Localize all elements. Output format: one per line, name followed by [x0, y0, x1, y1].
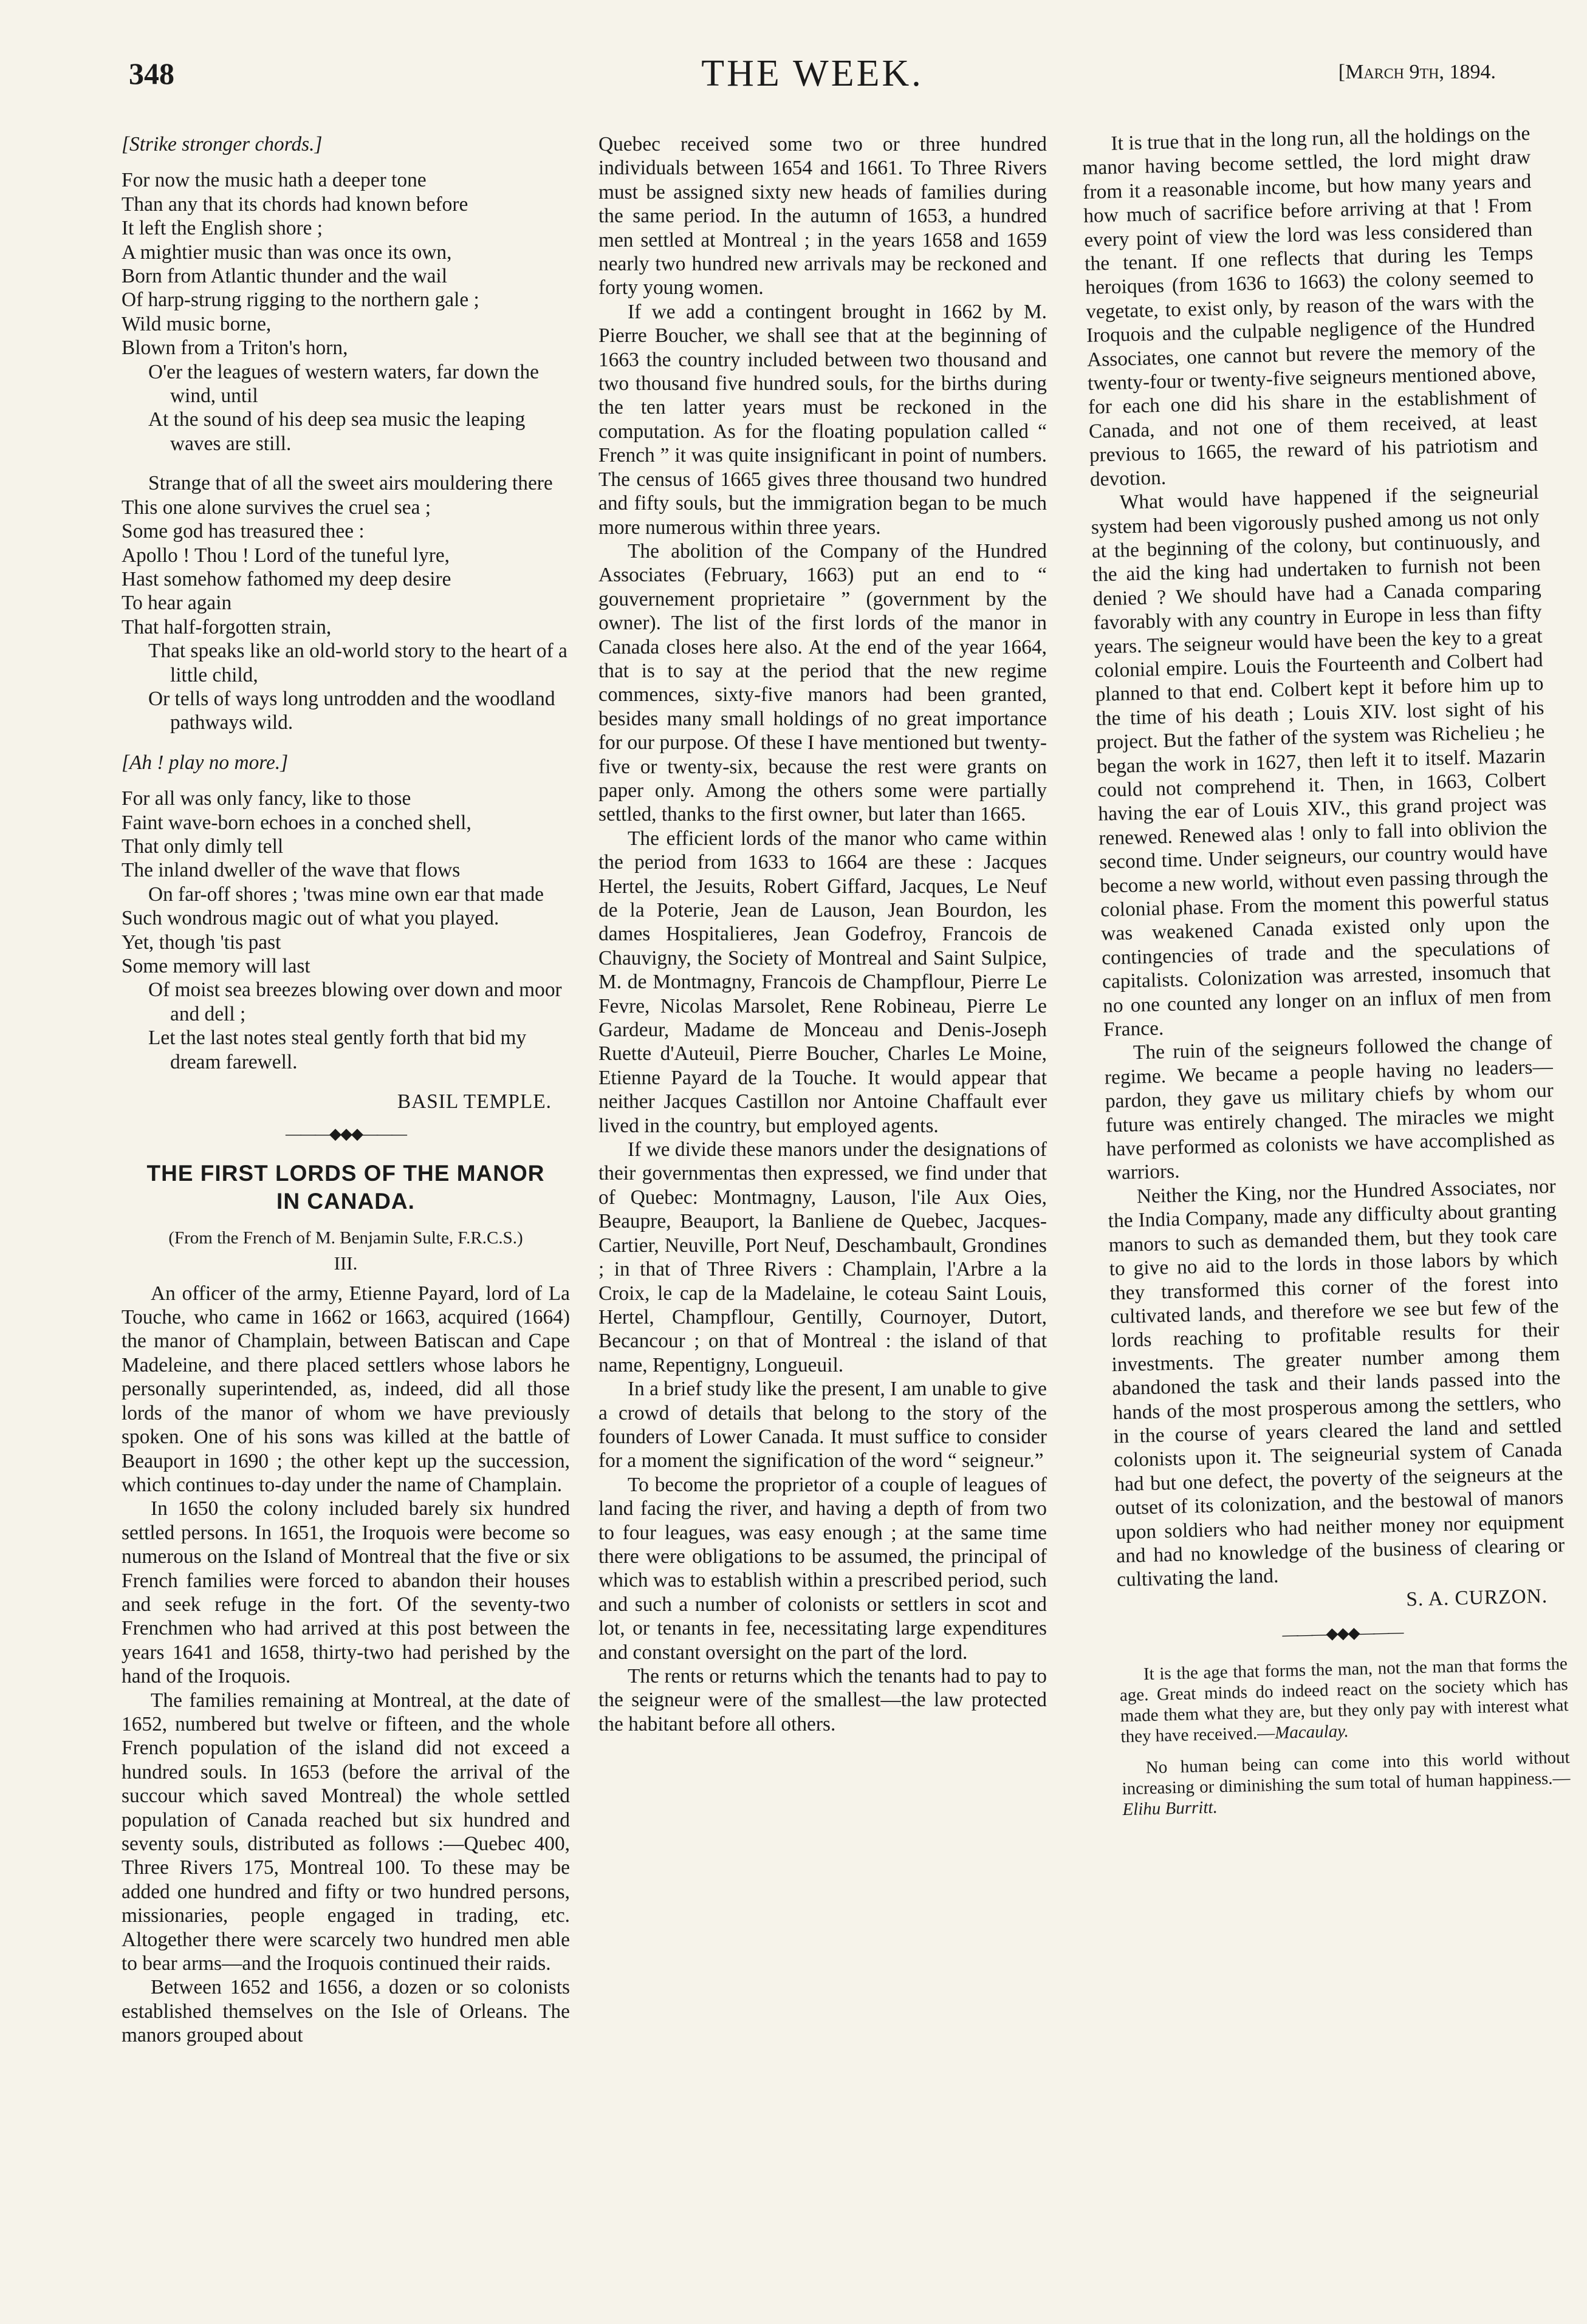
poem-line: The inland dweller of the wave that flows	[122, 859, 461, 882]
quote-text: No human being can come into this world without increasing or diminishing the sum total of human happiness.—	[1122, 1747, 1571, 1799]
poem-line: Such wondrous magic out of what you played.	[122, 907, 499, 930]
poem-stanza	[122, 751, 570, 1074]
article-paragraph: The families remaining at Montreal, at the date of 1652, numbered but twelve or fifteen, and the whole French population of the island did not exceed a hundred souls. In 1653 (before the arrival of the succour which saved Montreal) the whole settled population of Canada reached but six hundred and seventy souls, distributed as follows :—Quebec 400, Three Rivers 175, Montreal 100. To these may be added one hundred and fifty or two hundred persons, missionaries, people engaged in trading, etc. Altogether there were scarcely two hundred men able to bear arms—and the Iroquois continued their raids.	[122, 1689, 570, 1975]
quote-attribution: Elihu Burritt.	[1122, 1797, 1218, 1819]
article-paragraph: The abolition of the Company of the Hundred Associates (February, 1663) put an end to “ gouvernement proprietaire ” (government by the owner). The list of the first lords of the manor in Canada closes here also. At the end of the year 1664, that is to say at the period that the new regime commences, sixty-five manors had been granted, besides many small holdings of no great importance for our purpose. Of these I have mentioned but twenty-five or twenty-six, because the rest were grants on paper only. Among the others some were partially settled, thanks to the first owner, but later than 1665.	[598, 539, 1047, 826]
masthead-title: THE WEEK.	[701, 53, 924, 94]
column-3	[1081, 121, 1571, 1831]
page-header	[129, 53, 1496, 104]
poem-line: To hear again	[122, 592, 232, 615]
poem-stanza	[122, 132, 570, 456]
article-paragraph: In 1650 the colony included barely six hundred settled persons. In 1651, the Iroquois were become so numerous on the Island of Montreal that the five or six French families were forced to abandon their houses and seek refuge in the fort. Of the seventy-two Frenchmen who had arrived at this post between the years 1641 and 1658, thirty-two had perished by the hand of the Iroquois.	[122, 1497, 570, 1688]
poem-line: Let the last notes steal gently forth that bid my dream farewell.	[148, 1027, 527, 1073]
article-paragraph: The ruin of the seigneurs followed the change of regime. We became a people having no leaders—pardon, they gave us military chiefs by whom our future was entirely changed. The miracles we might have performed as colonists we have accomplished as warriors.	[1104, 1031, 1555, 1184]
column-2	[598, 132, 1047, 1736]
column-1	[122, 132, 570, 2048]
poem-line: It left the English shore ;	[122, 217, 323, 240]
poem-line: That only dimly tell	[122, 835, 284, 858]
poem-line: Than any that its chords had known before	[122, 193, 468, 216]
poem-stanza	[122, 471, 570, 734]
article-paragraph: The efficient lords of the manor who came within the period from 1633 to 1664 are these : Jacques Hertel, the Jesuits, Robert Giffard, Jacques, Le Neuf de la Poterie, Jean de Lauson, Jean Bourdon, les dames Hospitalieres, Jean Godefroy, Francois de Chauvigny, the Society of Montreal and Saint Sulpice, M. de Montmagny, Francois de Champflour, Pierre Le Fevre, Nicolas Marsolet, Rene Robineau, Pierre Le Gardeur, Madame de Monceau and Denis-Joseph Ruette d'Auteuil, Pierre Boucher, Charles Le Moine, Etienne Payard de la Touche. It would appear that neither Jacques Castillon nor Antoine Chaffault ever lived in the country, but employed agents.	[598, 827, 1047, 1137]
poem-line: Hast somehow fathomed my deep desire	[122, 567, 451, 590]
article-title: THE FIRST LORDS OF THE MANOR IN CANADA.	[146, 1160, 545, 1214]
article-paragraph: Between 1652 and 1656, a dozen or so colonists established themselves on the Isle of Orleans. The manors grouped about	[122, 1976, 570, 2047]
poem-line: That speaks like an old-world story to the heart of a little child,	[148, 640, 567, 686]
article-paragraph: To become the proprietor of a couple of leagues of land facing the river, and having a depth of from two to four leagues, was easy enough ; at the same time there were obligations to be assumed, the principal of which was to establish within a prescribed period, such and such a number of colonists or settlers in scot and lot, or tenants in fee, necessitating large expenditures and constant oversight on the part of the lord.	[598, 1473, 1047, 1664]
poem-line: Wild music borne,	[122, 312, 272, 335]
article-source: (From the French of M. Benjamin Sulte, F.R.C.S.)	[168, 1228, 523, 1248]
poem-line: Some god has treasured thee :	[122, 520, 365, 543]
poem-line: Strange that of all the sweet airs mouldering there	[148, 472, 553, 495]
stanza-label: [Ah ! play no more.]	[122, 751, 289, 774]
poem-line: For all was only fancy, like to those	[122, 787, 411, 810]
article-paragraph: An officer of the army, Etienne Payard, lord of La Touche, who came in 1662 or 1663, acquired (1664) the manor of Champlain, between Batiscan and Cape Madeleine, and there placed settlers whose labors he personally superintended, as, indeed, did all those lords of the manor of whom we have previously spoken. One of his sons was killed at the battle of Beauport in 1690 ; the other kept up the succession, which continues to-day under the name of Champlain.	[122, 1282, 570, 1496]
poem	[122, 132, 570, 1113]
quotation	[1119, 1653, 1569, 1747]
poem-line: Apollo ! Thou ! Lord of the tuneful lyre,	[122, 544, 450, 567]
quotation	[1121, 1747, 1571, 1820]
section-divider: ———◆◆◆———	[1282, 1623, 1403, 1644]
quote-text: It is the age that forms the man, not the man that forms the age. Great minds do indeed react on the society which has made them what they are, but they only pay with interest what they have received.—	[1119, 1653, 1569, 1746]
stanza-label: [Strike stronger chords.]	[122, 133, 323, 156]
article-paragraph: It is true that in the long run, all the holdings on the manor having become settled, the lord might draw from it a reasonable income, but how many years and how much of sacrifice before arriving at that ! From every point of view the lord was less considered than the tenant. If one reflects that during les Temps heroiques (from 1636 to 1663) the colony seemed to vegetate, to exist only, by reason of the wars with the Iroquois and the culpable negligence of the Hundred Associates, one cannot but revere the memory of the twenty-four or twenty-five seigneurs mentioned above, for each one did his share in the establishment of Canada, and not one of them received, at least previous to 1665, the reward of his patriotism and devotion.	[1081, 121, 1538, 491]
poem-line: Some memory will last	[122, 955, 310, 977]
page-number: 348	[129, 56, 174, 91]
poem-line: Of harp-strung rigging to the northern gale ;	[122, 289, 479, 312]
poem-line: This one alone survives the cruel sea ;	[122, 496, 431, 519]
poem-line: On far-off shores ; 'twas mine own ear that made	[148, 883, 544, 906]
article-paragraph: If we add a contingent brought in 1662 by M. Pierre Boucher, we shall see that at the beginning of 1663 the country included between two thousand and two thousand five hundred souls, for the births during the ten latter years must be reckoned in the computation. As for the floating population called “ French ” it was quite insignificant in point of numbers. The census of 1665 gives three thousand two hundred and fifty souls, but the immigration began to be much more numerous within three years.	[598, 300, 1047, 539]
poem-line: For now the music hath a deeper tone	[122, 169, 427, 192]
article-paragraph: The rents or returns which the tenants had to pay to the seigneur were of the smallest—the law protected the habitant before all others.	[598, 1665, 1047, 1735]
poem-line: Faint wave-born echoes in a conched shell,	[122, 811, 471, 834]
article-paragraph: If we divide these manors under the designations of their governmentas then expressed, we find under that of Quebec: Montmagny, Lauson, l'ile Aux Oies, Beaupre, Beauport, la Banliene de Quebec, Jacques-Cartier, Neuville, Port Neuf, Deschambault, Grondines ; in that of Three Rivers : Champlain, l'Arbre a la Croix, le cap de la Madelaine, le coteau Saint Louis, Hertel, Champflour, Gentilly, Cournoyer, Dutort, Becancour ; on that of Montreal : the island of that name, Repentigny, Longueuil.	[598, 1138, 1047, 1376]
poem-line: At the sound of his deep sea music the leaping waves are still.	[148, 408, 526, 455]
poem-line: Of moist sea breezes blowing over down and moor and dell ;	[148, 979, 562, 1025]
article-author: S. A. CURZON.	[1405, 1584, 1548, 1611]
poem-line: Or tells of ways long untrodden and the woodland pathways wild.	[148, 687, 555, 734]
section-divider: ———◆◆◆———	[286, 1125, 406, 1143]
poem-line: O'er the leagues of western waters, far down the wind, until	[148, 360, 539, 408]
poem-line: A mightier music than was once its own,	[122, 241, 452, 264]
issue-date: [March 9th, 1894.	[1338, 61, 1496, 83]
article-paragraph: What would have happened if the seigneurial system had been vigorously pushed among us not only at the beginning of the colony, but continuously, and the aid the king had undertaken to furnish not been denied ? We should have had a Canada comparing favorably with any country in Europe in less than fifty years. The seigneur would have been the key to a great colonial empire. Louis the Fourteenth and Colbert had planned to that end. Colbert kept it before him up to the time of his death ; Louis XIV. lost sight of his project. But the father of the system was Richelieu ; he began the work in 1627, then left it to itself. Mazarin could not comprehend it. Then, in 1663, Colbert having the ear of Louis XIV., this grand project was renewed. Renewed alas ! only to fall into oblivion the second time. Under seigneurs, our country would have become a new world, without even passing through the colonial phase. From the moment this powerful status was weakened Canada existed only upon the contingencies of trade and the speculations of capitalists. Colonization was arrested, insomuch that no one counted any longer on an influx of men from France.	[1091, 480, 1552, 1041]
article-paragraph: Quebec received some two or three hundred individuals between 1654 and 1661. To Three Rivers must be assigned sixty new heads of families during the same period. In the autumn of 1653, a hundred men settled at Montreal ; in the years 1658 and 1659 nearly two hundred new arrivals may be reckoned and forty young women.	[598, 133, 1047, 299]
poem-line: That half-forgotten strain,	[122, 615, 332, 638]
poem-line: Yet, though 'tis past	[122, 931, 281, 954]
article-paragraph: In a brief study like the present, I am unable to give a crowd of details that belong to the story of the founders of Lower Canada. It must suffice to consider for a moment the signification of the word “ seigneur.”	[598, 1378, 1047, 1472]
poem-line: Born from Atlantic thunder and the wail	[122, 265, 447, 288]
quote-attribution: Macaulay.	[1274, 1721, 1349, 1743]
article-part: III.	[334, 1253, 358, 1274]
poem-author: BASIL TEMPLE.	[397, 1090, 552, 1113]
poem-line: Blown from a Triton's horn,	[122, 337, 348, 360]
article-paragraph: Neither the King, nor the Hundred Associates, nor the India Company, made any difficulty about granting manors to such as demanded them, but they took care to give no aid to the lords in those labors by which they transformed this corner of the forest into cultivated lands, and therefore we see but few of the lords reaching to profitable results for their investments. The greater number among them abandoned the task and their lands passed into the hands of the most prosperous among the settlers, who in the course of years cleared the land and settled colonists upon it. The seigneurial system of Canada had but one defect, the poverty of the seigneurs at the outset of its colonization, and the bestowal of manors upon soldiers who had neither money nor equipment and had no knowledge of the business of clearing or cultivating the land.	[1108, 1175, 1565, 1591]
